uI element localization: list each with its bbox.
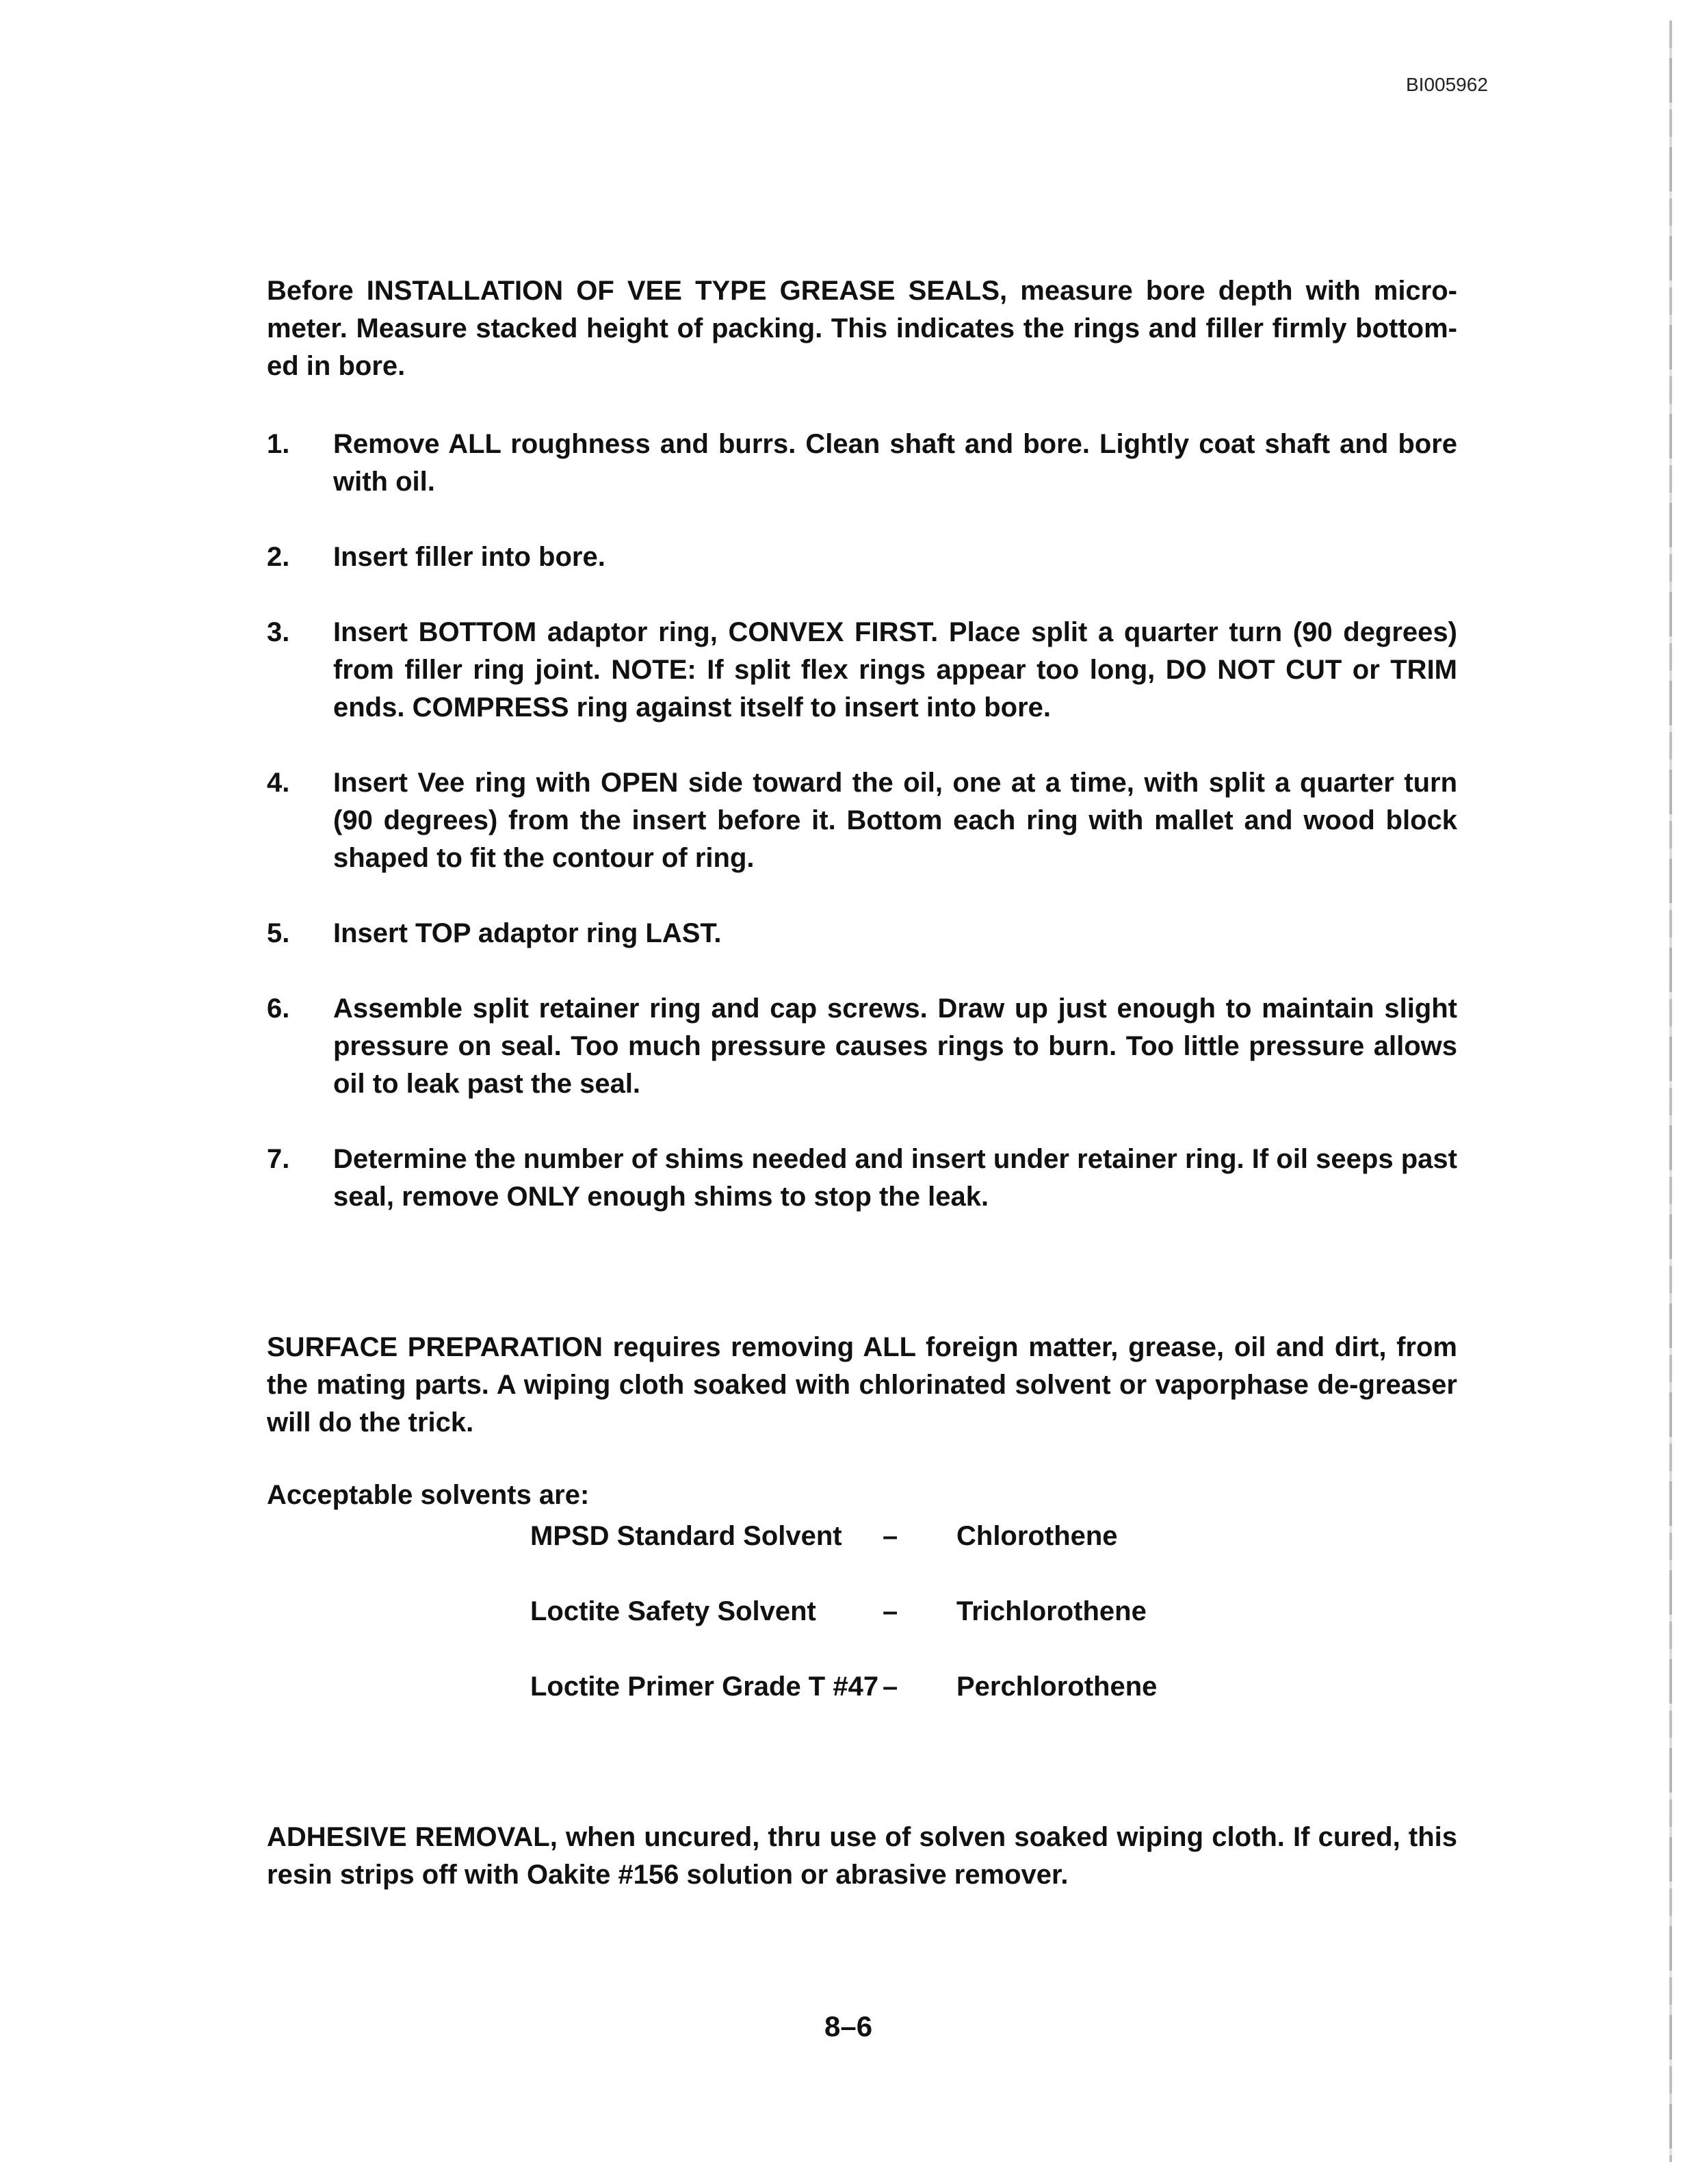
list-item [267,538,1457,576]
solvent-dash: – [883,1672,898,1702]
scan-edge-artifact [1669,21,1672,2162]
intro-paragraph: Before INSTALLATION OF VEE TYPE GREASE SEALS, measure bore depth with micro-meter. Measure stacked height of packing. This indicates the rings and filler firmly bottom-ed in bore. [267,276,1457,381]
step-number: 4. [267,768,290,798]
surface-preparation-paragraph: SURFACE PREPARATION requires removing ALL foreign matter, grease, oil and dirt, from the mating parts. A wiping cloth soaked with chlorinated solvent or vaporphase de-greaser will do the trick. [267,1332,1457,1438]
step-number: 3. [267,617,290,647]
page-number: 8–6 [824,2010,873,2042]
solvent-name: Loctite Safety Solvent [530,1596,816,1626]
solvents-heading: Acceptable solvents are: [267,1480,590,1510]
solvent-chemical: Trichlorothene [956,1596,1147,1626]
list-item [267,990,1457,1103]
list-item [267,614,1457,727]
solvent-row [530,1518,1118,1555]
solvent-row [530,1668,1157,1706]
solvent-row [530,1593,1147,1630]
step-number: 7. [267,1144,290,1174]
step-text: Remove ALL roughness and burrs. Clean shaft and bore. Lightly coat shaft and bore with oil. [333,429,1457,497]
step-text: Assemble split retainer ring and cap screws. Draw up just enough to maintain slight pressure on seal. Too much pressure causes rings to burn. Too little pressure allows oil to leak past the seal. [333,993,1457,1099]
installation-steps [267,426,1457,1253]
solvent-chemical: Perchlorothene [956,1672,1158,1702]
step-number: 1. [267,429,290,459]
step-text: Insert TOP adaptor ring LAST. [333,918,722,948]
solvent-name: MPSD Standard Solvent [530,1521,842,1551]
step-text: Determine the number of shims needed and insert under retainer ring. If oil seeps past seal, remove ONLY enough shims to stop the leak. [333,1144,1457,1212]
solvent-name: Loctite Primer Grade T #47 [530,1672,879,1702]
step-text: Insert BOTTOM adaptor ring, CONVEX FIRST. Place split a quarter turn (90 degrees) from filler ring joint. NOTE: If split flex rings appear too long, DO NOT CUT or TRIM ends. COMPRESS ring against itself to insert into bore. [333,617,1457,723]
list-item [267,915,1457,952]
list-item [267,764,1457,877]
list-item [267,1141,1457,1216]
step-number: 6. [267,993,290,1024]
document-id: BI005962 [1406,74,1488,95]
solvent-chemical: Chlorothene [956,1521,1118,1551]
step-text: Insert Vee ring with OPEN side toward the oil, one at a time, with split a quarter turn (90 degrees) from the insert before it. Bottom each ring with mallet and wood block shaped to fit the contour of ring. [333,768,1457,873]
adhesive-removal-paragraph: ADHESIVE REMOVAL, when uncured, thru use of solven soaked wiping cloth. If cured, this resin strips off with Oakite #156 solution or abrasive remover. [267,1822,1457,1890]
list-item [267,426,1457,501]
step-text: Insert filler into bore. [333,542,605,572]
step-number: 2. [267,542,290,572]
step-number: 5. [267,918,290,948]
solvent-dash: – [883,1521,898,1551]
solvent-dash: – [883,1596,898,1626]
